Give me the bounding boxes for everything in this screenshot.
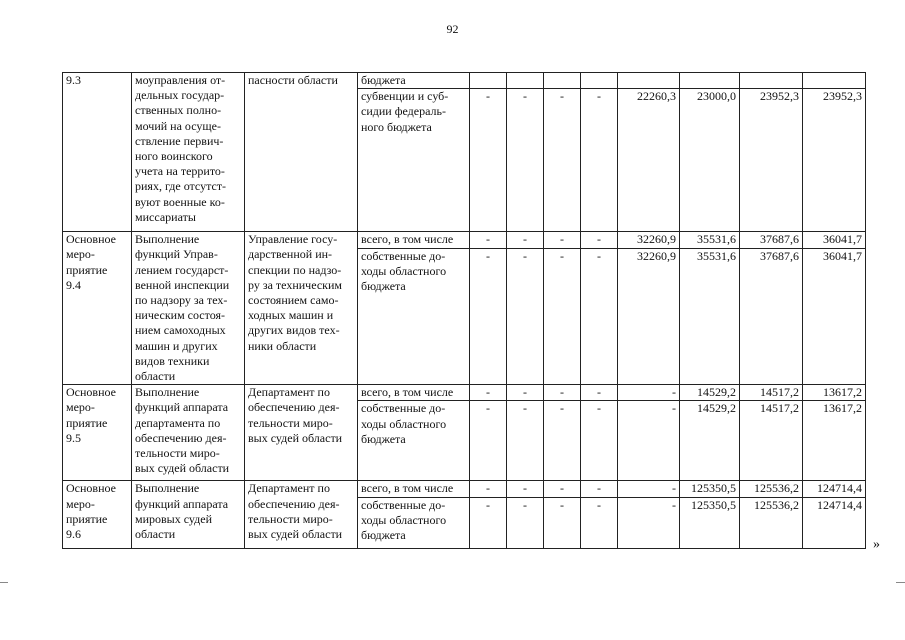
value-cell: - bbox=[544, 89, 581, 232]
value-cell: - bbox=[507, 385, 544, 401]
value-cell bbox=[470, 73, 507, 89]
funding-source-cell: собственные до- ходы областного бюджета bbox=[358, 401, 470, 481]
measure-name-cell: Выполнение функций аппарата департамента по обеспечению дея- тельности миро- вых судей области bbox=[132, 385, 245, 481]
value-cell: - bbox=[581, 497, 618, 548]
value-cell: 125536,2 bbox=[740, 481, 803, 497]
value-cell bbox=[544, 73, 581, 89]
value-cell: - bbox=[470, 481, 507, 497]
value-cell: - bbox=[470, 89, 507, 232]
value-cell: 36041,7 bbox=[803, 232, 866, 248]
section-id-cell: Основное меро- приятие 9.6 bbox=[63, 481, 132, 548]
value-cell: - bbox=[618, 481, 680, 497]
value-cell bbox=[618, 73, 680, 89]
value-cell: 37687,6 bbox=[740, 232, 803, 248]
funding-source-cell: всего, в том числе bbox=[358, 385, 470, 401]
section-id-cell: Основное меро- приятие 9.5 bbox=[63, 385, 132, 481]
value-cell: - bbox=[507, 232, 544, 248]
value-cell: - bbox=[470, 248, 507, 385]
value-cell: 14529,2 bbox=[680, 385, 740, 401]
value-cell: - bbox=[507, 401, 544, 481]
funding-source-cell: всего, в том числе bbox=[358, 481, 470, 497]
value-cell: - bbox=[470, 385, 507, 401]
section-id-cell: Основное меро- приятие 9.4 bbox=[63, 232, 132, 385]
executor-cell: пасности области bbox=[245, 73, 358, 232]
value-cell: 125350,5 bbox=[680, 481, 740, 497]
value-cell: 22260,3 bbox=[618, 89, 680, 232]
section-id-cell: 9.3 bbox=[63, 73, 132, 232]
value-cell: - bbox=[581, 401, 618, 481]
scan-edge-mark-right bbox=[896, 582, 905, 583]
value-cell: 124714,4 bbox=[803, 497, 866, 548]
value-cell: - bbox=[544, 497, 581, 548]
value-cell: - bbox=[507, 89, 544, 232]
value-cell: - bbox=[470, 232, 507, 248]
value-cell: 23952,3 bbox=[803, 89, 866, 232]
value-cell: 13617,2 bbox=[803, 385, 866, 401]
value-cell: 13617,2 bbox=[803, 401, 866, 481]
value-cell: 35531,6 bbox=[680, 248, 740, 385]
value-cell: - bbox=[581, 232, 618, 248]
value-cell: 125536,2 bbox=[740, 497, 803, 548]
value-cell: 14517,2 bbox=[740, 401, 803, 481]
value-cell bbox=[581, 73, 618, 89]
value-cell: 14517,2 bbox=[740, 385, 803, 401]
funding-source-cell: собственные до- ходы областного бюджета bbox=[358, 248, 470, 385]
measure-name-cell: моуправления от- дельных государ- ственных полно- мочий на осуще- ствление первич- ного воинского учета на террито- риях, где отсутст- вуют военные ко- миссариаты bbox=[132, 73, 245, 232]
value-cell: - bbox=[470, 497, 507, 548]
closing-quote: » bbox=[873, 537, 880, 552]
funding-source-cell: бюджета bbox=[358, 73, 470, 89]
value-cell: - bbox=[544, 248, 581, 385]
value-cell: 37687,6 bbox=[740, 248, 803, 385]
value-cell: - bbox=[581, 248, 618, 385]
funding-source-cell: субвенции и суб- сидии федераль- ного бюджета bbox=[358, 89, 470, 232]
table-row bbox=[63, 232, 866, 248]
value-cell: 32260,9 bbox=[618, 232, 680, 248]
value-cell: 14529,2 bbox=[680, 401, 740, 481]
value-cell: - bbox=[544, 401, 581, 481]
value-cell bbox=[507, 73, 544, 89]
value-cell: 32260,9 bbox=[618, 248, 680, 385]
funding-source-cell: собственные до- ходы областного бюджета bbox=[358, 497, 470, 548]
value-cell: - bbox=[581, 481, 618, 497]
table-row bbox=[63, 481, 866, 497]
value-cell: - bbox=[507, 497, 544, 548]
measure-name-cell: Выполнение функций аппарата мировых судей области bbox=[132, 481, 245, 548]
value-cell: - bbox=[581, 385, 618, 401]
value-cell: - bbox=[544, 385, 581, 401]
value-cell: - bbox=[618, 497, 680, 548]
value-cell: - bbox=[507, 481, 544, 497]
executor-cell: Департамент по обеспечению дея- тельности миро- вых судей области bbox=[245, 481, 358, 548]
value-cell: - bbox=[544, 481, 581, 497]
program-table bbox=[62, 72, 866, 549]
value-cell: 23952,3 bbox=[740, 89, 803, 232]
value-cell: 36041,7 bbox=[803, 248, 866, 385]
table-row bbox=[63, 385, 866, 401]
value-cell: - bbox=[507, 248, 544, 385]
value-cell bbox=[803, 73, 866, 89]
measure-name-cell: Выполнение функций Управ- лением государст- венной инспекции по надзору за тех- ническим состоя- нием самоходных машин и других видов техники области bbox=[132, 232, 245, 385]
page-number: 92 bbox=[446, 22, 459, 36]
scan-edge-mark-left bbox=[0, 582, 8, 583]
executor-cell: Департамент по обеспечению дея- тельности миро- вых судей области bbox=[245, 385, 358, 481]
value-cell bbox=[740, 73, 803, 89]
value-cell: - bbox=[581, 89, 618, 232]
value-cell: - bbox=[470, 401, 507, 481]
value-cell: - bbox=[618, 401, 680, 481]
value-cell: - bbox=[544, 232, 581, 248]
value-cell: - bbox=[618, 385, 680, 401]
funding-source-cell: всего, в том числе bbox=[358, 232, 470, 248]
value-cell: 35531,6 bbox=[680, 232, 740, 248]
executor-cell: Управление госу- дарственной ин- спекции по надзо- ру за техническим состоянием само- ходных машин и других видов тех- ники области bbox=[245, 232, 358, 385]
value-cell bbox=[680, 73, 740, 89]
value-cell: 125350,5 bbox=[680, 497, 740, 548]
value-cell: 124714,4 bbox=[803, 481, 866, 497]
value-cell: 23000,0 bbox=[680, 89, 740, 232]
table-row bbox=[63, 73, 866, 89]
